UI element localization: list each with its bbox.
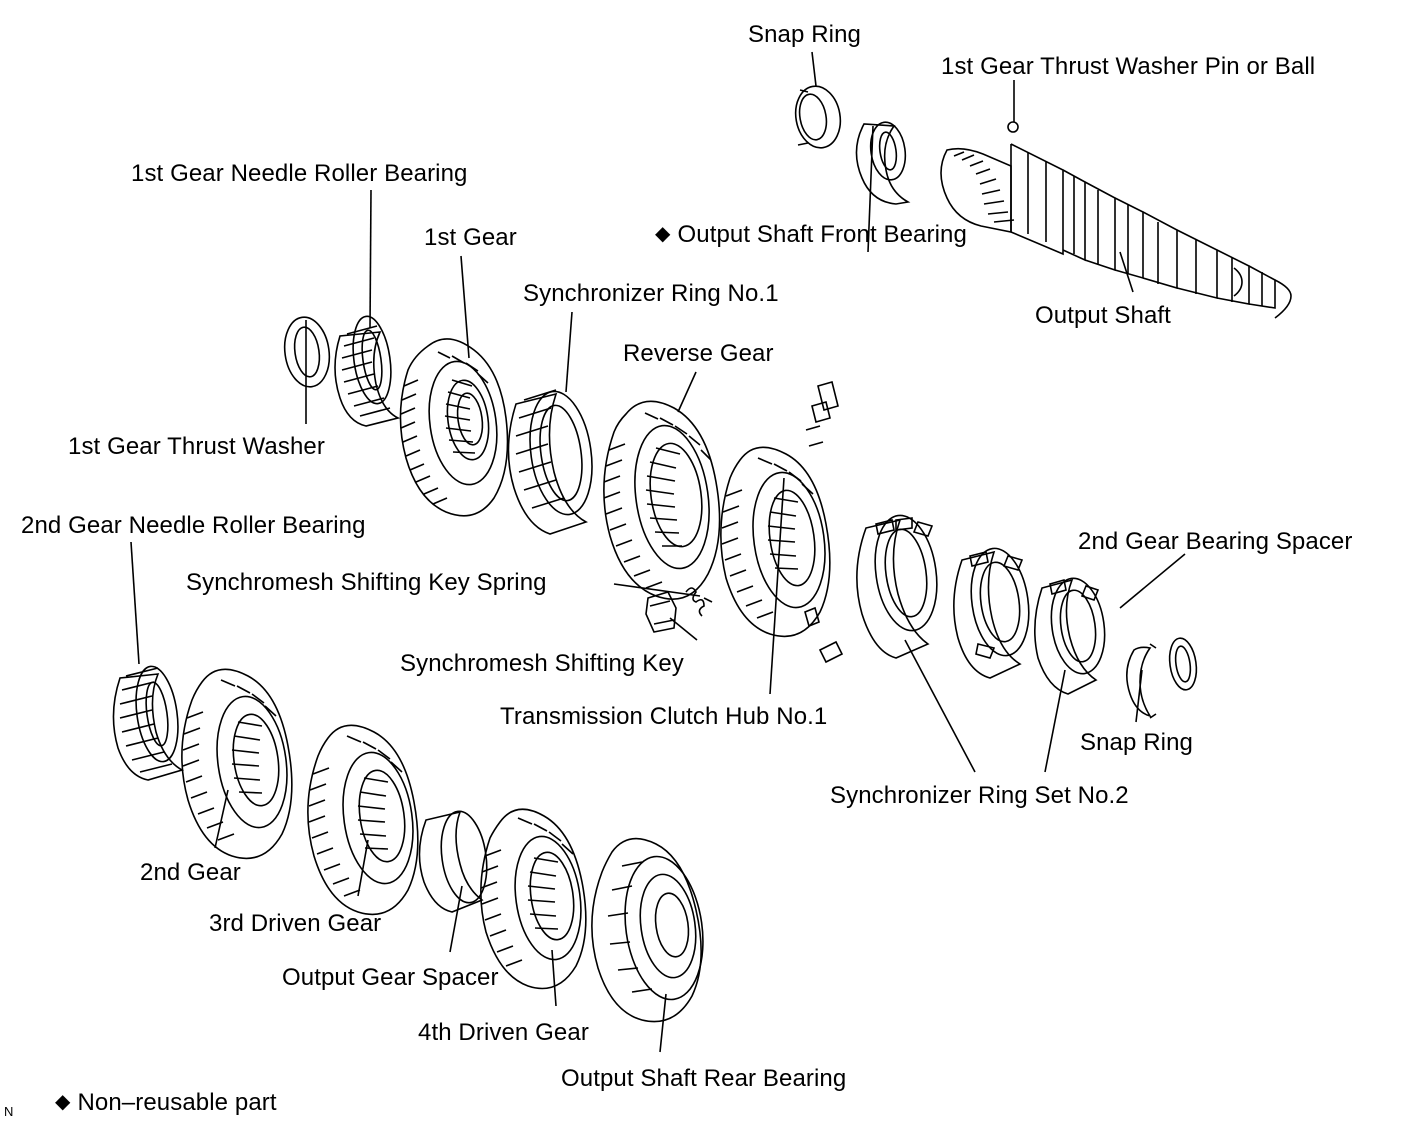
second-gear-part xyxy=(182,669,295,858)
label-snap-ring-right: Snap Ring xyxy=(1080,729,1193,756)
label-second-gear-needle-roller-bearing: 2nd Gear Needle Roller Bearing xyxy=(21,512,366,539)
label-synchronizer-ring-set-no2: Synchronizer Ring Set No.2 xyxy=(830,782,1129,809)
label-first-gear-thrust-washer: 1st Gear Thrust Washer xyxy=(68,433,325,460)
first-gear-thrust-washer-part xyxy=(280,314,333,389)
output-shaft-part xyxy=(941,122,1291,318)
third-driven-gear-part xyxy=(308,725,421,914)
synchronizer-ring-set-no2-part xyxy=(857,511,1111,694)
label-output-gear-spacer: Output Gear Spacer xyxy=(282,964,499,991)
label-synchromesh-shifting-key: Synchromesh Shifting Key xyxy=(400,650,684,677)
output-shaft-rear-bearing-part xyxy=(592,839,712,1022)
fourth-driven-gear-part xyxy=(481,809,588,988)
label-third-driven-gear: 3rd Driven Gear xyxy=(209,910,382,937)
synchronizer-ring-no1-part xyxy=(508,387,599,534)
output-shaft-front-bearing-part xyxy=(856,120,908,204)
corner-mark: N xyxy=(4,1104,14,1119)
label-snap-ring-top: Snap Ring xyxy=(748,21,861,48)
label-reverse-gear: Reverse Gear xyxy=(623,340,774,367)
legend-non-reusable-part: ◆ Non–reusable part xyxy=(55,1090,277,1117)
label-second-gear-bearing-spacer: 2nd Gear Bearing Spacer xyxy=(1078,528,1353,555)
snap-ring-top-part xyxy=(791,83,845,152)
label-output-shaft-front-bearing: ◆ Output Shaft Front Bearing xyxy=(655,222,967,249)
first-gear-needle-roller-bearing-part xyxy=(335,314,398,426)
label-output-shaft: Output Shaft xyxy=(1035,302,1171,329)
label-first-gear-needle-roller-bearing: 1st Gear Needle Roller Bearing xyxy=(131,160,468,187)
label-first-gear: 1st Gear xyxy=(424,224,517,251)
label-transmission-clutch-hub-no1: Transmission Clutch Hub No.1 xyxy=(500,703,828,730)
label-output-shaft-rear-bearing: Output Shaft Rear Bearing xyxy=(561,1065,847,1092)
synchromesh-shifting-key-spring-part xyxy=(686,588,712,616)
label-synchronizer-ring-no1: Synchronizer Ring No.1 xyxy=(523,280,779,307)
label-synchromesh-shifting-key-spring: Synchromesh Shifting Key Spring xyxy=(186,569,547,596)
reverse-gear-part xyxy=(604,401,720,599)
second-gear-needle-roller-bearing-part xyxy=(113,664,183,780)
label-second-gear: 2nd Gear xyxy=(140,859,241,886)
label-thrust-washer-pin-or-ball: 1st Gear Thrust Washer Pin or Ball xyxy=(941,53,1316,80)
label-fourth-driven-gear: 4th Driven Gear xyxy=(418,1019,589,1046)
first-gear-part xyxy=(400,339,507,516)
